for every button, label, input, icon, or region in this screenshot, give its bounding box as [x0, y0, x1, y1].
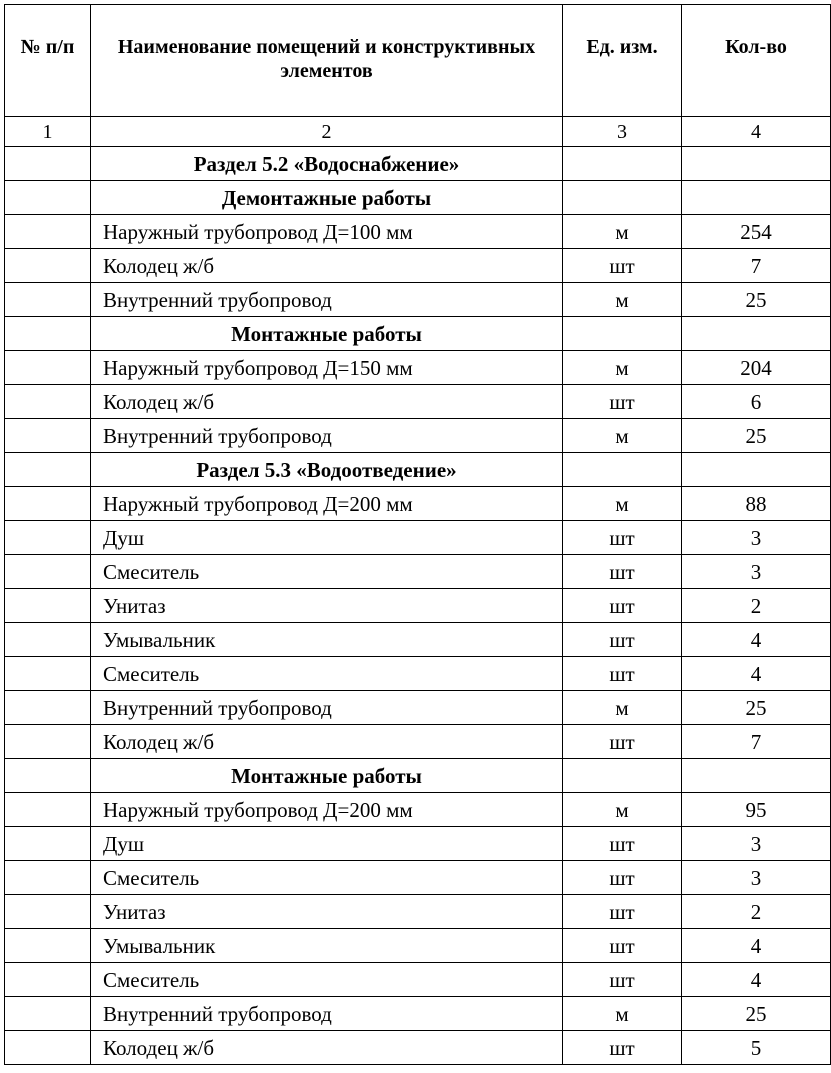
row-number-cell — [5, 997, 91, 1031]
item-unit: м — [563, 283, 682, 317]
item-quantity: 3 — [682, 555, 831, 589]
item-unit: м — [563, 419, 682, 453]
header-name: Наименование помещений и конструктивных элементов — [91, 5, 563, 117]
item-quantity — [682, 147, 831, 181]
item-name: Смеситель — [91, 861, 563, 895]
item-quantity: 204 — [682, 351, 831, 385]
section-title: Монтажные работы — [91, 317, 563, 351]
row-number-cell — [5, 283, 91, 317]
item-unit: шт — [563, 1031, 682, 1065]
row-number-cell — [5, 487, 91, 521]
item-unit: м — [563, 997, 682, 1031]
row-number-cell — [5, 317, 91, 351]
item-name: Внутренний трубопровод — [91, 419, 563, 453]
table-row — [5, 657, 831, 691]
item-quantity: 88 — [682, 487, 831, 521]
item-name: Унитаз — [91, 895, 563, 929]
item-unit: м — [563, 215, 682, 249]
item-quantity: 25 — [682, 691, 831, 725]
row-number-cell — [5, 419, 91, 453]
works-table — [4, 4, 831, 1065]
row-number-cell — [5, 147, 91, 181]
header-unit: Ед. изм. — [563, 5, 682, 117]
row-number-cell — [5, 555, 91, 589]
row-number-cell — [5, 385, 91, 419]
item-name: Наружный трубопровод Д=100 мм — [91, 215, 563, 249]
item-quantity: 4 — [682, 929, 831, 963]
section-row — [5, 759, 831, 793]
table-row — [5, 963, 831, 997]
column-number: 1 — [5, 117, 91, 147]
item-unit: шт — [563, 555, 682, 589]
item-unit — [563, 759, 682, 793]
item-name: Смеситель — [91, 657, 563, 691]
item-name: Смеситель — [91, 555, 563, 589]
item-name: Наружный трубопровод Д=200 мм — [91, 793, 563, 827]
item-unit: шт — [563, 895, 682, 929]
table-row — [5, 283, 831, 317]
row-number-cell — [5, 249, 91, 283]
header-number: № п/п — [5, 5, 91, 117]
item-unit — [563, 317, 682, 351]
item-unit — [563, 147, 682, 181]
table-row — [5, 249, 831, 283]
row-number-cell — [5, 929, 91, 963]
column-number: 2 — [91, 117, 563, 147]
header-quantity: Кол-во — [682, 5, 831, 117]
item-quantity: 4 — [682, 963, 831, 997]
item-quantity: 25 — [682, 997, 831, 1031]
item-quantity: 95 — [682, 793, 831, 827]
row-number-cell — [5, 215, 91, 249]
row-number-cell — [5, 895, 91, 929]
table-row — [5, 385, 831, 419]
item-unit: шт — [563, 963, 682, 997]
item-unit — [563, 453, 682, 487]
table-row — [5, 861, 831, 895]
item-unit: шт — [563, 249, 682, 283]
row-number-cell — [5, 793, 91, 827]
item-unit: шт — [563, 725, 682, 759]
item-quantity — [682, 759, 831, 793]
item-quantity: 5 — [682, 1031, 831, 1065]
item-name: Наружный трубопровод Д=150 мм — [91, 351, 563, 385]
item-name: Унитаз — [91, 589, 563, 623]
table-row — [5, 521, 831, 555]
table-row — [5, 589, 831, 623]
item-quantity: 25 — [682, 283, 831, 317]
column-number: 3 — [563, 117, 682, 147]
table-row — [5, 1031, 831, 1065]
item-quantity: 7 — [682, 725, 831, 759]
section-title: Раздел 5.3 «Водоотведение» — [91, 453, 563, 487]
item-quantity — [682, 317, 831, 351]
row-number-cell — [5, 181, 91, 215]
item-name: Душ — [91, 827, 563, 861]
table-row — [5, 725, 831, 759]
item-name: Наружный трубопровод Д=200 мм — [91, 487, 563, 521]
row-number-cell — [5, 963, 91, 997]
item-unit: м — [563, 793, 682, 827]
column-numbers-row — [5, 117, 831, 147]
row-number-cell — [5, 351, 91, 385]
table-row — [5, 827, 831, 861]
table-row — [5, 351, 831, 385]
item-quantity: 7 — [682, 249, 831, 283]
item-unit: шт — [563, 385, 682, 419]
header-row — [5, 5, 831, 117]
row-number-cell — [5, 623, 91, 657]
item-unit — [563, 181, 682, 215]
row-number-cell — [5, 861, 91, 895]
row-number-cell — [5, 725, 91, 759]
item-name: Внутренний трубопровод — [91, 283, 563, 317]
row-number-cell — [5, 759, 91, 793]
row-number-cell — [5, 1031, 91, 1065]
item-quantity — [682, 181, 831, 215]
item-unit: шт — [563, 623, 682, 657]
table-row — [5, 487, 831, 521]
section-title: Монтажные работы — [91, 759, 563, 793]
item-quantity: 6 — [682, 385, 831, 419]
table-row — [5, 793, 831, 827]
item-quantity: 2 — [682, 895, 831, 929]
item-unit: шт — [563, 827, 682, 861]
item-name: Колодец ж/б — [91, 249, 563, 283]
section-row — [5, 181, 831, 215]
table-row — [5, 929, 831, 963]
item-quantity: 4 — [682, 623, 831, 657]
item-unit: м — [563, 487, 682, 521]
item-name: Душ — [91, 521, 563, 555]
item-unit: шт — [563, 657, 682, 691]
item-name: Смеситель — [91, 963, 563, 997]
item-name: Умывальник — [91, 929, 563, 963]
row-number-cell — [5, 589, 91, 623]
section-row — [5, 317, 831, 351]
item-name: Колодец ж/б — [91, 725, 563, 759]
item-quantity: 3 — [682, 861, 831, 895]
item-name: Внутренний трубопровод — [91, 997, 563, 1031]
column-number: 4 — [682, 117, 831, 147]
item-name: Умывальник — [91, 623, 563, 657]
section-row — [5, 147, 831, 181]
item-unit: шт — [563, 589, 682, 623]
section-row — [5, 453, 831, 487]
table-row — [5, 623, 831, 657]
row-number-cell — [5, 657, 91, 691]
table-row — [5, 555, 831, 589]
row-number-cell — [5, 453, 91, 487]
item-unit: шт — [563, 521, 682, 555]
section-title: Раздел 5.2 «Водоснабжение» — [91, 147, 563, 181]
item-name: Колодец ж/б — [91, 385, 563, 419]
item-unit: м — [563, 691, 682, 725]
item-name: Колодец ж/б — [91, 1031, 563, 1065]
item-quantity: 3 — [682, 521, 831, 555]
item-unit: м — [563, 351, 682, 385]
table-row — [5, 691, 831, 725]
table-row — [5, 215, 831, 249]
item-quantity — [682, 453, 831, 487]
table-row — [5, 895, 831, 929]
item-quantity: 25 — [682, 419, 831, 453]
table-row — [5, 419, 831, 453]
item-quantity: 4 — [682, 657, 831, 691]
item-quantity: 2 — [682, 589, 831, 623]
row-number-cell — [5, 827, 91, 861]
item-quantity: 254 — [682, 215, 831, 249]
item-unit: шт — [563, 929, 682, 963]
row-number-cell — [5, 521, 91, 555]
row-number-cell — [5, 691, 91, 725]
table-row — [5, 997, 831, 1031]
item-quantity: 3 — [682, 827, 831, 861]
section-title: Демонтажные работы — [91, 181, 563, 215]
item-unit: шт — [563, 861, 682, 895]
item-name: Внутренний трубопровод — [91, 691, 563, 725]
